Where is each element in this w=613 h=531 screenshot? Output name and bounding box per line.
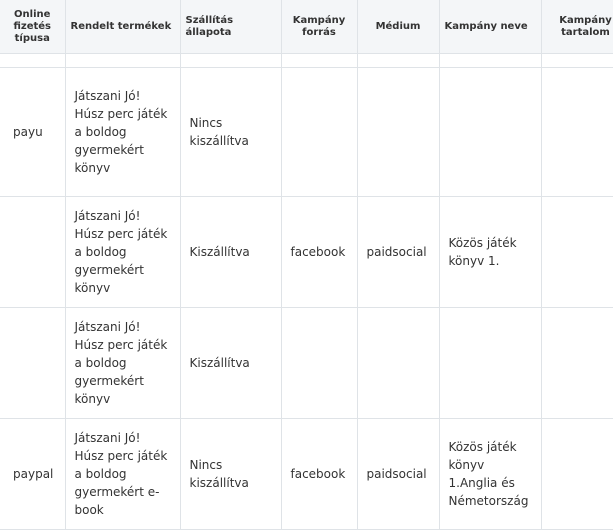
cell-products: Játszani Jó! Húsz perc játék a boldog gyermekért könyv	[65, 197, 180, 308]
column-header-online-payment-type[interactable]: Online fizetés típusa	[0, 0, 65, 54]
column-header-shipping-status[interactable]: Szállítás állapota	[180, 0, 281, 54]
table-row-partial	[0, 54, 613, 68]
table-cell	[281, 54, 357, 68]
table-cell	[541, 54, 613, 68]
cell-payment-type	[0, 197, 65, 308]
table-cell	[65, 54, 180, 68]
cell-campaign-name: Közös játék könyv 1.	[439, 197, 541, 308]
cell-campaign-content	[541, 308, 613, 419]
cell-medium	[357, 308, 439, 419]
cell-shipping-status: Kiszállítva	[180, 197, 281, 308]
table-cell	[0, 54, 65, 68]
table-cell	[439, 54, 541, 68]
cell-campaign-source	[281, 68, 357, 197]
table-row[interactable]	[0, 68, 613, 197]
cell-campaign-content	[541, 68, 613, 197]
cell-campaign-source	[281, 308, 357, 419]
table-row[interactable]	[0, 197, 613, 308]
cell-medium: paidsocial	[357, 419, 439, 530]
header-row	[0, 0, 613, 54]
cell-shipping-status: Nincs kiszállítva	[180, 68, 281, 197]
cell-products: Játszani Jó! Húsz perc játék a boldog gyermekért könyv	[65, 308, 180, 419]
cell-products: Játszani Jó! Húsz perc játék a boldog gyermekért könyv	[65, 68, 180, 197]
column-header-campaign-source[interactable]: Kampány forrás	[281, 0, 357, 54]
cell-campaign-source: facebook	[281, 197, 357, 308]
table-row[interactable]	[0, 419, 613, 530]
table-cell	[357, 54, 439, 68]
cell-campaign-content	[541, 197, 613, 308]
cell-payment-type	[0, 308, 65, 419]
cell-products: Játszani Jó! Húsz perc játék a boldog gyermekért e-book	[65, 419, 180, 530]
cell-campaign-name	[439, 308, 541, 419]
table-header	[0, 0, 613, 54]
column-header-campaign-name[interactable]: Kampány neve	[439, 0, 541, 54]
cell-campaign-source: facebook	[281, 419, 357, 530]
cell-shipping-status: Kiszállítva	[180, 308, 281, 419]
cell-campaign-name: Közös játék könyv 1.Anglia és Németország	[439, 419, 541, 530]
cell-medium: paidsocial	[357, 197, 439, 308]
table-body	[0, 54, 613, 530]
cell-payment-type: paypal	[0, 419, 65, 530]
table-cell	[180, 54, 281, 68]
cell-campaign-name	[439, 68, 541, 197]
column-header-campaign-content[interactable]: Kampány tartalom	[541, 0, 613, 54]
cell-payment-type: payu	[0, 68, 65, 197]
cell-campaign-content	[541, 419, 613, 530]
column-header-medium[interactable]: Médium	[357, 0, 439, 54]
column-header-ordered-products[interactable]: Rendelt termékek	[65, 0, 180, 54]
cell-shipping-status: Nincs kiszállítva	[180, 419, 281, 530]
cell-medium	[357, 68, 439, 197]
table-row[interactable]	[0, 308, 613, 419]
